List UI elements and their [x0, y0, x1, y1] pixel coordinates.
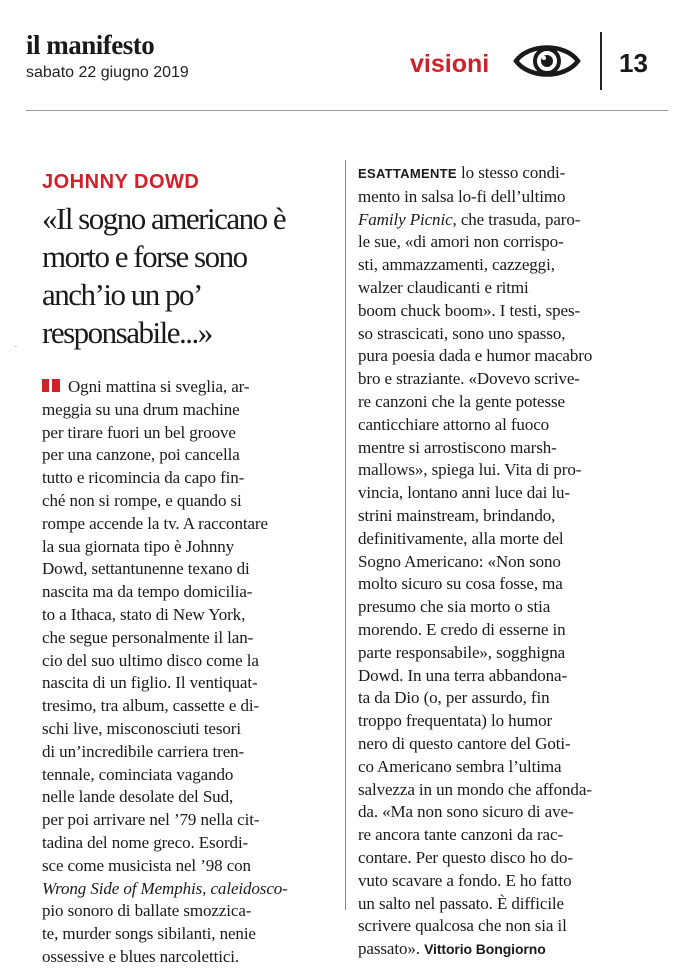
body-line — [358, 186, 648, 209]
body-line — [358, 573, 648, 596]
body-line-text: sti, ammazzamenti, cazzeggi, — [358, 255, 555, 275]
body-line — [42, 832, 332, 855]
body-line-text: nelle lande desolate del Sud, — [42, 787, 234, 807]
body-line — [42, 581, 332, 604]
body-line-text: troppo frequentata) lo humor — [358, 711, 553, 731]
body-line-text: Sogno Americano: «Non sono — [358, 551, 561, 571]
body-line — [358, 596, 648, 619]
body-line — [42, 467, 332, 490]
body-line — [358, 437, 648, 460]
body-line-text: pura poesia dada e humor macabro — [358, 346, 593, 366]
body-line-text: per una canzone, poi cancella — [42, 445, 240, 465]
body-line-text: passato». — [358, 939, 420, 959]
body-line — [42, 604, 332, 627]
body-line — [42, 444, 332, 467]
body-line-text: ta da Dio (o, per assurdo, fin — [358, 688, 550, 708]
body-line-text: mallows», spiega lui. Vita di pro- — [358, 460, 582, 480]
body-line — [42, 558, 332, 581]
body-line — [358, 938, 648, 961]
article-kicker: JOHNNY DOWD — [42, 171, 200, 193]
body-line — [42, 741, 332, 764]
body-line — [358, 414, 648, 437]
paragraph-marker-icon — [42, 379, 60, 392]
body-line — [358, 893, 648, 916]
body-line — [358, 505, 648, 528]
body-line-text: walzer claudicanti e ritmi — [358, 277, 529, 297]
body-line — [42, 422, 332, 445]
body-line-text: morendo. E credo di esserne in — [358, 619, 566, 639]
body-line — [358, 801, 648, 824]
body-line-text: pio sonoro di ballate smozzica- — [42, 901, 252, 921]
body-line-text: definitivamente, alla morte del — [358, 528, 564, 548]
body-line — [42, 946, 332, 969]
body-line — [358, 756, 648, 779]
body-line — [358, 254, 648, 277]
body-line — [358, 824, 648, 847]
body-line-text: parte responsabile», sogghigna — [358, 642, 566, 662]
body-line — [358, 687, 648, 710]
body-line-text: Family Picnic, che trasuda, paro- — [358, 209, 581, 229]
body-line — [358, 459, 648, 482]
body-line-text: sce come musicista nel ’98 con — [42, 855, 251, 875]
body-line — [358, 209, 648, 232]
body-line — [42, 878, 332, 901]
body-line — [358, 345, 648, 368]
body-line — [358, 300, 648, 323]
body-line — [42, 855, 332, 878]
body-line-text: boom chuck boom». I testi, spes- — [358, 300, 581, 320]
author-byline: Vittorio Bongiorno — [424, 941, 546, 958]
body-line — [42, 376, 332, 399]
body-line-text: molto sicuro su cosa fosse, ma — [358, 574, 563, 594]
header-divider — [600, 32, 602, 90]
body-line-text: che segue personalmente il lan- — [42, 627, 254, 647]
body-line-text: cio del suo ultimo disco come la — [42, 650, 259, 670]
body-line — [42, 399, 332, 422]
body-line — [42, 695, 332, 718]
body-line-text: tutto e ricomincia da capo fin- — [42, 468, 245, 488]
body-line — [42, 536, 332, 559]
body-line — [358, 870, 648, 893]
body-line — [42, 650, 332, 673]
body-line — [42, 513, 332, 536]
body-line-text: contare. Per questo disco ho do- — [358, 847, 573, 867]
body-line-text: re canzoni che la gente potesse — [358, 391, 565, 411]
body-line-text: Dowd, settantunenne texano di — [42, 559, 250, 579]
body-line — [358, 482, 648, 505]
body-line-text: vincia, lontano anni luce dai lu- — [358, 483, 570, 503]
left-column — [42, 170, 332, 969]
body-line-text: schi live, misconosciuti tesori — [42, 718, 241, 738]
body-line — [42, 786, 332, 809]
body-line-text: lo stesso condi- — [461, 163, 566, 182]
body-line-text: ossessive e blues narcolettici. — [42, 946, 240, 966]
body-line — [42, 809, 332, 832]
body-line-text: bro e straziante. «Dovevo scrive- — [358, 369, 580, 389]
body-line-text: mento in salsa lo-fi dell’ultimo — [358, 186, 566, 206]
body-line-text: tresimo, tra album, cassette e di- — [42, 696, 260, 716]
body-line-text: di un’incredibile carriera tren- — [42, 741, 245, 761]
body-line-text: nascita di un figlio. Il ventiquat- — [42, 673, 258, 693]
page-number: 13 — [619, 48, 648, 78]
body-line-text: so strascicati, sono uno spasso, — [358, 323, 566, 343]
body-line — [358, 665, 648, 688]
body-line-text: per tirare fuori un bel groove — [42, 422, 236, 442]
masthead — [26, 30, 189, 82]
body-line — [358, 642, 648, 665]
body-line-text: tadina del nome greco. Esordi- — [42, 832, 249, 852]
body-line-text: canticchiare attorno al fuoco — [358, 414, 550, 434]
body-line-text: le sue, «di amori non corrispo- — [358, 232, 564, 252]
body-line-text: mentre si arrostiscono marsh- — [358, 437, 557, 457]
issue-date: sabato 22 giugno 2019 — [26, 64, 189, 81]
body-line — [358, 847, 648, 870]
header-rule — [26, 110, 668, 111]
body-line — [358, 391, 648, 414]
body-line — [42, 900, 332, 923]
body-line-text: per poi arrivare nel ’79 nella cit- — [42, 810, 260, 830]
body-line-text: tennale, cominciata vagando — [42, 764, 234, 784]
body-line-text: la sua giornata tipo è Johnny — [42, 536, 235, 556]
body-line — [358, 231, 648, 254]
body-line — [358, 779, 648, 802]
body-line — [358, 368, 648, 391]
body-line-text: rompe accende la tv. A raccontare — [42, 513, 268, 533]
section-title: visioni — [410, 50, 490, 78]
body-line — [42, 923, 332, 946]
body-line — [42, 718, 332, 741]
body-line-text: strini mainstream, brindando, — [358, 505, 556, 525]
body-line-text: presumo che sia morto o stia — [358, 597, 551, 617]
article-body-right — [358, 162, 648, 961]
body-line — [358, 710, 648, 733]
body-line-text: scrivere qualcosa che non sia il — [358, 916, 567, 936]
body-line-text: Dowd. In una terra abbandona- — [358, 665, 568, 685]
body-line-text: re ancora tante canzoni da rac- — [358, 825, 564, 845]
body-line-text: te, murder songs sibilanti, nenie — [42, 924, 256, 944]
body-line-text: da. «Ma non sono sicuro di ave- — [358, 802, 574, 822]
body-line-text: nero di questo cantore del Goti- — [358, 733, 571, 753]
body-line — [42, 490, 332, 513]
body-line — [42, 764, 332, 787]
body-line-text: Ogni mattina si sveglia, ar- — [68, 377, 250, 396]
body-line-text: ché non si rompe, e quando si — [42, 490, 242, 510]
body-line — [358, 915, 648, 938]
body-line — [358, 277, 648, 300]
body-line — [358, 551, 648, 574]
eye-icon — [513, 40, 581, 86]
article-body-left — [42, 376, 332, 969]
column-divider — [345, 160, 346, 910]
body-line — [358, 323, 648, 346]
body-line — [358, 162, 648, 186]
body-line — [358, 733, 648, 756]
body-line-text: meggia su una drum machine — [42, 399, 240, 419]
body-line-text: co Americano sembra l’ultima — [358, 756, 562, 776]
newspaper-name: il manifesto — [26, 30, 155, 60]
body-line — [42, 627, 332, 650]
body-line-text: un salto nel passato. È difficile — [358, 893, 565, 913]
scan-mark: . — [15, 342, 17, 349]
article-headline: «Il sogno americano è morto e forse sono anch’io un po’ responsabile...» — [42, 201, 286, 350]
body-line-text: to a Ithaca, stato di New York, — [42, 604, 246, 624]
body-line-text: salvezza in un mondo che affonda- — [358, 779, 592, 799]
body-line — [358, 619, 648, 642]
body-line-text: vuto scavare a fondo. E ho fatto — [358, 870, 572, 890]
body-line-text: nascita ma da tempo domicilia- — [42, 582, 253, 602]
body-line-text: Wrong Side of Memphis, caleidosco- — [42, 878, 288, 898]
body-line — [358, 528, 648, 551]
body-line — [42, 672, 332, 695]
lead-word: ESATTAMENTE — [358, 166, 457, 181]
